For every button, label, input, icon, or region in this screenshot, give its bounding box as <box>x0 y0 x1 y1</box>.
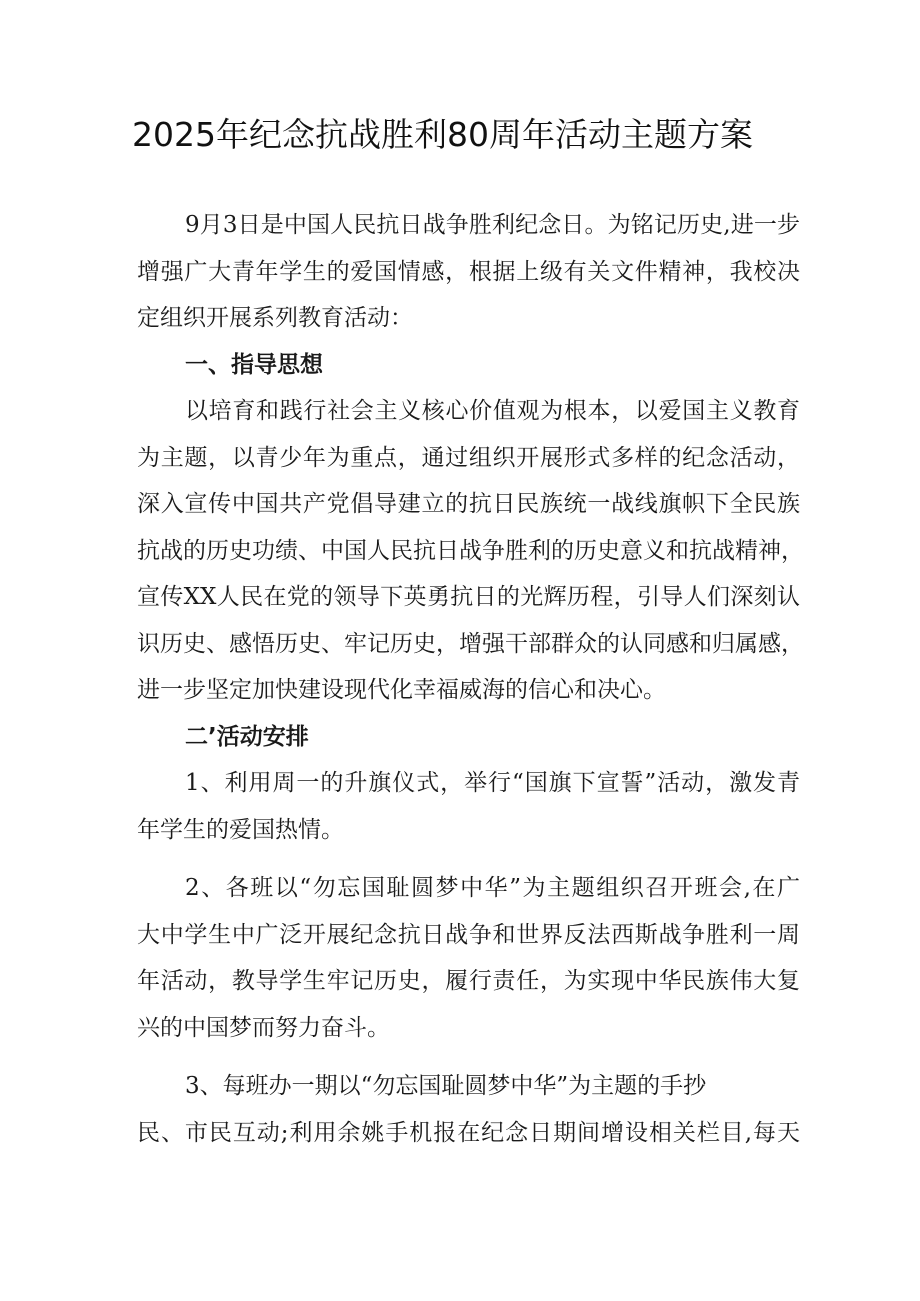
paragraph-line: 大中学生中广泛开展纪念抗日战争和世界反法西斯战争胜利一周 <box>137 921 800 948</box>
paragraph-line: 增强广大青年学生的爱国情感，根据上级有关文件精神，我校决 <box>137 258 800 285</box>
paragraph-line: 年活动，教导学生牢记历史，履行责任，为实现中华民族伟大复 <box>137 968 800 994</box>
paragraph-line: 宣传XX人民在党的领导下英勇抗日的光辉历程，引导人们深刻认 <box>137 584 800 610</box>
paragraph-line: 深入宣传中国共产党倡导建立的抗日民族统一战线旗帜下全民族 <box>137 491 800 517</box>
paragraph-line: 以培育和践行社会主义核心价值观为根本，以爱国主义教育 <box>185 398 800 424</box>
paragraph-line: 年学生的爱国热情。 <box>137 816 344 843</box>
activity-item-3 <box>137 1063 800 1156</box>
paragraph-line: 进一步坚定加快建设现代化幸福威海的信心和决心。 <box>137 677 666 703</box>
paragraph-line: 抗战的历史功绩、中国人民抗日战争胜利的历史意义和抗战精神， <box>137 537 804 564</box>
document-title: 2025年纪念抗战胜利80周年活动主题方案 <box>132 115 753 154</box>
section-heading-activity-arrangement: 二’活动安排 <box>185 723 309 750</box>
paragraph-line: 定组织开展系列教育活动： <box>137 305 413 331</box>
paragraph-line: 9月3日是中国人民抗日战争胜利纪念日。为铭记历史,进一步 <box>185 212 800 238</box>
guiding-ideology-paragraph <box>137 388 804 714</box>
activity-item-1 <box>137 760 800 853</box>
paragraph-line: 为主题，以青少年为重点，通过组织开展形式多样的纪念活动， <box>137 444 800 471</box>
activity-item-2 <box>137 865 800 1051</box>
paragraph-line: 识历史、感悟历史、牢记历史，增强干部群众的认同感和归属感， <box>137 630 804 657</box>
paragraph-line: 1、利用周一的升旗仪式，举行“国旗下宣誓”活动，激发青 <box>185 770 800 796</box>
intro-paragraph <box>137 202 800 342</box>
document-body <box>137 202 804 1156</box>
section-heading-guiding-ideology: 一、指导思想 <box>185 351 323 378</box>
paragraph-line: 3、每班办一期以“勿忘国耻圆梦中华”为主题的手抄 <box>185 1073 707 1099</box>
paragraph-line: 民、市民互动;利用余姚手机报在纪念日期间增设相关栏目,每天 <box>137 1119 800 1146</box>
paragraph-line: 兴的中国梦而努力奋斗。 <box>137 1014 390 1041</box>
paragraph-line: 2、各班以“勿忘国耻圆梦中华”为主题组织召开班会,在广 <box>185 875 800 901</box>
